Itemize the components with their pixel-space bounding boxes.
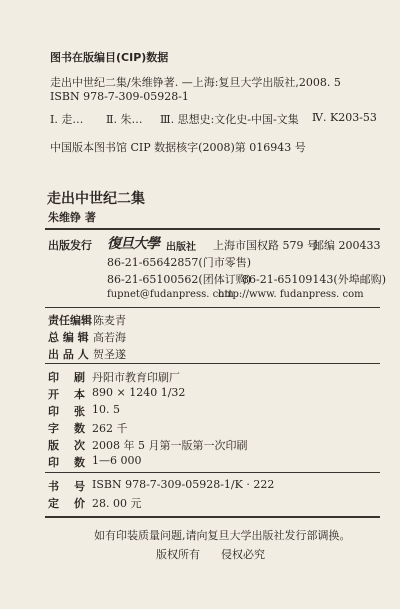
publisher-address: 上海市国权路 579 号 — [213, 239, 318, 252]
cip-subject-3: Ⅲ. 思想史:文化史-中国-文集 — [160, 113, 299, 126]
spec-value: 10. 5 — [92, 403, 120, 416]
publisher-name: 出版社 — [166, 242, 196, 253]
cip-subject-4: Ⅳ. K203-53 — [312, 111, 377, 124]
spec-label-2: 次 — [74, 439, 85, 452]
divider-bottom — [45, 516, 380, 518]
spec-value: 丹阳市教育印刷厂 — [92, 371, 180, 384]
divider-isbn — [45, 472, 380, 473]
staff-label: 出 品 人 — [48, 348, 89, 361]
spec-label: 印 — [48, 405, 59, 418]
publisher-website[interactable]: http://www. fudanpress. com — [218, 289, 364, 300]
cip-line-2: ISBN 978-7-309-05928-1 — [50, 90, 189, 103]
cip-subject-2: Ⅱ. 朱… — [106, 113, 143, 126]
isbn-label: 书 — [48, 480, 59, 493]
price-label-2: 价 — [74, 497, 85, 510]
rights-notice: 版权所有 侵权必究 — [156, 548, 265, 561]
price-value: 28. 00 元 — [92, 497, 142, 510]
spec-label-2: 刷 — [74, 371, 85, 384]
divider-top — [45, 228, 380, 230]
phone-retail: 86-21-65642857(门市零售) — [107, 256, 251, 269]
spec-value: 890 × 1240 1/32 — [92, 386, 186, 399]
price-label: 定 — [48, 497, 59, 510]
phone-group: 86-21-65100562(团体订购) — [107, 273, 251, 286]
staff-value: 陈麦青 — [93, 314, 126, 327]
book-title: 走出中世纪二集 — [47, 191, 145, 207]
spec-value: 262 千 — [92, 422, 128, 435]
publisher-label: 出版发行 — [48, 239, 92, 252]
cip-heading: 图书在版编目(CIP)数据 — [50, 51, 169, 64]
cip-line-1: 走出中世纪二集/朱维铮著. —上海:复旦大学出版社,2008. 5 — [50, 76, 341, 89]
spec-label-2: 数 — [74, 422, 85, 435]
spec-label: 版 — [48, 439, 59, 452]
spec-label-2: 张 — [74, 405, 85, 418]
spec-value: 2008 年 5 月第一版第一次印刷 — [92, 439, 248, 452]
publisher-postcode: 邮编 200433 — [313, 239, 381, 252]
spec-label: 开 — [48, 388, 59, 401]
phone-mail: 86-21-65109143(外埠邮购) — [242, 273, 386, 286]
publisher-logo: 復旦大學 — [107, 236, 159, 252]
quality-notice: 如有印装质量问题,请向复旦大学出版社发行部调换。 — [94, 529, 351, 542]
staff-label: 责任编辑 — [48, 314, 92, 327]
divider-staff — [45, 307, 380, 308]
spec-label-2: 数 — [74, 456, 85, 469]
spec-label: 印 — [48, 371, 59, 384]
cip-subject-1: Ⅰ. 走… — [50, 113, 84, 126]
staff-value: 贺圣遂 — [93, 348, 126, 361]
cip-record: 中国版本图书馆 CIP 数据核字(2008)第 016943 号 — [50, 141, 306, 154]
isbn-value: ISBN 978-7-309-05928-1/K · 222 — [92, 478, 275, 491]
staff-value: 高若海 — [93, 331, 126, 344]
spec-value: 1—6 000 — [92, 454, 142, 467]
spec-label-2: 本 — [74, 388, 85, 401]
spec-label: 印 — [48, 456, 59, 469]
book-author: 朱维铮 著 — [48, 211, 96, 224]
spec-label: 字 — [48, 422, 59, 435]
staff-label: 总 编 辑 — [48, 331, 89, 344]
divider-specs — [45, 363, 380, 364]
isbn-label-2: 号 — [74, 480, 85, 493]
publisher-email[interactable]: fupnet@fudanpress. com — [107, 289, 234, 300]
